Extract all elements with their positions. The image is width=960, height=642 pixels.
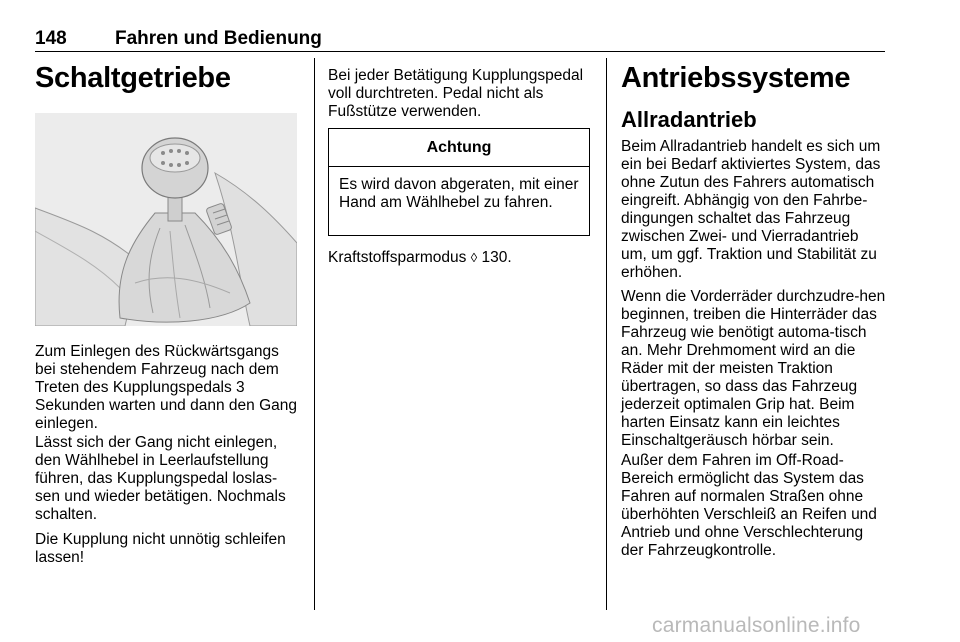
- header-divider: [35, 51, 885, 52]
- column-divider-left: [314, 58, 315, 610]
- reference-text: Kraftstoffsparmodus: [328, 249, 467, 266]
- middle-paragraph-1: Bei jeder Betätigung Kupplungspedal voll durchtreten. Pedal nicht als Fußstütze verwenden.: [328, 67, 584, 120]
- right-paragraph-2: Wenn die Vorderräder durchzudre-hen beginnen, treiben die Hinterräder das Fahrzeug wie benötigt automa-tisch an. Mehr Drehmoment wird an die Räder mit der meisten Traktion übertragen, so dass das Fahrzeug jederzeit optimalen Grip hat. Beim harten Einsatz kann ein leichtes Einschaltgeräusch hörbar sein.: [621, 288, 886, 449]
- left-paragraph-2: Lässt sich der Gang nicht einlegen, den Wählhebel in Leerlaufstellung führen, das Kupplungspedal loslas-sen und wieder betätigen. Nochmals schalten.: [35, 434, 286, 523]
- gear-knob-icon: [35, 113, 297, 326]
- fuel-saving-reference: [328, 249, 590, 267]
- page-header-title: Fahren und Bedienung: [115, 28, 322, 49]
- page-number: 148: [35, 28, 67, 49]
- caution-notice-title: Achtung: [329, 129, 589, 167]
- left-paragraph-3: Die Kupplung nicht unnötig schleifen lassen!: [35, 531, 286, 566]
- section-heading-schaltgetriebe: Schaltgetriebe: [35, 62, 231, 94]
- left-paragraph-1: Zum Einlegen des Rückwärtsgangs bei stehendem Fahrzeug nach dem Treten des Kupplungspedals 3 Sekunden warten und dann den Gang einlegen.: [35, 343, 297, 432]
- right-paragraph-1: Beim Allradantrieb handelt es sich um ein bei Bedarf aktiviertes System, das ohne Zutun des Fahrers automatisch eingreift. Abhängig von den Fahrbe-dingungen schaltet das Fahrzeug zwischen Zwei- und Vierradantrieb um, um ggf. Traktion und Stabilität zu erhöhen.: [621, 138, 881, 281]
- right-paragraph-3: Außer dem Fahren im Off-Road-Bereich ermöglicht das System das Fahren auf normalen Straßen ohne überhöhten Verschleiß an Reifen und Antrieb und ohne Verschlechterung der Fahrzeugkontrolle.: [621, 452, 877, 559]
- section-heading-antriebssysteme: Antriebssysteme: [621, 62, 851, 94]
- watermark: carmanualsonline.info: [652, 614, 861, 637]
- reference-page-link[interactable]: 130.: [481, 249, 512, 266]
- caution-notice-text: Es wird davon abgeraten, mit einer Hand am Wählhebel zu fahren.: [339, 176, 579, 211]
- caution-notice-box: [328, 128, 590, 236]
- subsection-heading-allradantrieb: Allradantrieb: [621, 107, 757, 132]
- page-reference-arrow-icon: ◊: [470, 250, 478, 265]
- column-divider-right: [606, 58, 607, 610]
- gear-shift-illustration: [35, 113, 297, 326]
